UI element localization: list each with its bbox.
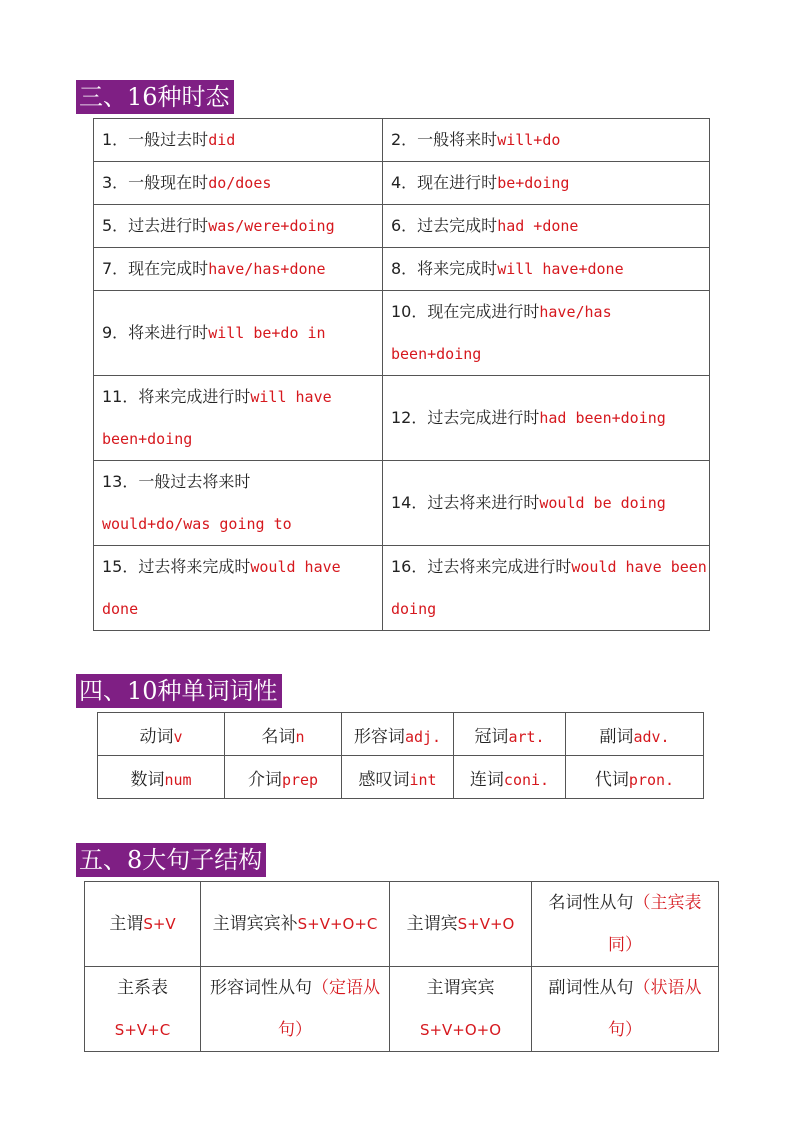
table-row bbox=[98, 756, 704, 799]
pos-cell bbox=[566, 713, 704, 756]
tense-formula: would have been doing bbox=[391, 558, 707, 618]
tense-label: 7．现在完成时 bbox=[102, 259, 209, 278]
tense-formula: be+doing bbox=[497, 174, 570, 192]
tense-label: 13．一般过去将来时 bbox=[102, 472, 251, 491]
tense-formula: would be doing bbox=[539, 494, 666, 512]
pos-label: 形容词 bbox=[353, 726, 405, 747]
tense-cell bbox=[383, 162, 710, 205]
tense-table bbox=[93, 118, 710, 631]
pos-label: 名词 bbox=[261, 726, 296, 747]
structure-formula: S+V+O+C bbox=[297, 915, 378, 933]
table-row bbox=[94, 162, 710, 205]
tense-cell bbox=[383, 376, 710, 461]
tense-label: 6．过去完成时 bbox=[391, 216, 498, 235]
tense-formula: do/does bbox=[208, 174, 272, 192]
parts-of-speech-table bbox=[97, 712, 704, 799]
pos-abbr: pron. bbox=[628, 770, 675, 789]
tense-label: 2．一般将来时 bbox=[391, 130, 498, 149]
structure-label: 主谓宾宾补 bbox=[212, 914, 298, 934]
tense-formula: have/has+done bbox=[208, 260, 326, 278]
tense-cell bbox=[383, 546, 710, 631]
structure-label: 主谓宾宾 bbox=[426, 978, 495, 998]
pos-label: 代词 bbox=[594, 769, 629, 790]
tense-formula: will+do bbox=[497, 131, 561, 149]
tense-formula: had been+doing bbox=[539, 409, 666, 427]
structure-cell bbox=[85, 882, 201, 967]
structure-cell bbox=[390, 882, 532, 967]
tense-label: 9．将来进行时 bbox=[102, 323, 209, 342]
tense-label: 15．过去将来完成时 bbox=[102, 557, 251, 576]
structure-formula: S+V+O+O bbox=[419, 1021, 502, 1039]
pos-abbr: prep bbox=[281, 770, 319, 789]
structure-cell bbox=[532, 882, 719, 967]
table-row bbox=[94, 461, 710, 546]
pos-label: 介词 bbox=[247, 769, 282, 790]
tense-formula: will have+done bbox=[497, 260, 624, 278]
tense-formula: would have done bbox=[102, 558, 341, 618]
tense-label: 4．现在进行时 bbox=[391, 173, 498, 192]
tense-cell bbox=[94, 461, 383, 546]
table-row bbox=[94, 376, 710, 461]
pos-cell bbox=[454, 756, 566, 799]
structure-formula: S+V+O bbox=[457, 915, 515, 933]
structure-note: （状语从句） bbox=[608, 978, 702, 1040]
structure-formula: S+V+C bbox=[114, 1021, 171, 1039]
pos-abbr: num bbox=[164, 770, 192, 789]
tense-label: 11．将来完成进行时 bbox=[102, 387, 251, 406]
tense-cell bbox=[383, 291, 710, 376]
table-row bbox=[85, 882, 719, 967]
pos-cell bbox=[342, 756, 454, 799]
pos-cell bbox=[225, 713, 342, 756]
tense-cell bbox=[383, 248, 710, 291]
structure-cell bbox=[85, 967, 201, 1052]
structure-note: （定语从句） bbox=[278, 978, 380, 1040]
structure-cell bbox=[390, 967, 532, 1052]
table-row bbox=[94, 205, 710, 248]
section-title-tenses: 三、16种时态 bbox=[76, 80, 234, 114]
structure-label: 主系表 bbox=[117, 978, 168, 998]
tense-label: 10．现在完成进行时 bbox=[391, 302, 540, 321]
structure-label: 名词性从句 bbox=[548, 893, 634, 913]
tense-formula: would+do/was going to bbox=[102, 515, 292, 533]
structure-cell bbox=[201, 967, 390, 1052]
pos-label: 感叹词 bbox=[358, 769, 410, 790]
pos-abbr: int bbox=[409, 770, 437, 789]
tense-formula: have/has been+doing bbox=[391, 303, 612, 363]
tense-formula: will have been+doing bbox=[102, 388, 332, 448]
table-row bbox=[85, 967, 719, 1052]
tense-cell bbox=[383, 119, 710, 162]
pos-label: 动词 bbox=[139, 726, 174, 747]
pos-abbr: coni. bbox=[503, 770, 550, 789]
tense-label: 14．过去将来进行时 bbox=[391, 493, 540, 512]
tense-label: 16．过去将来完成进行时 bbox=[391, 557, 572, 576]
pos-cell bbox=[454, 713, 566, 756]
pos-cell bbox=[342, 713, 454, 756]
structure-label: 主谓宾 bbox=[406, 914, 458, 934]
sentence-structure-table bbox=[84, 881, 719, 1052]
pos-cell bbox=[566, 756, 704, 799]
structure-note: （主宾表同） bbox=[608, 893, 702, 955]
pos-abbr: v bbox=[173, 727, 183, 746]
pos-label: 冠词 bbox=[474, 726, 509, 747]
tense-cell bbox=[94, 376, 383, 461]
pos-label: 数词 bbox=[130, 769, 165, 790]
tense-label: 3．一般现在时 bbox=[102, 173, 209, 192]
table-row bbox=[94, 119, 710, 162]
tense-formula: was/were+doing bbox=[208, 217, 335, 235]
pos-abbr: adj. bbox=[404, 727, 442, 746]
pos-abbr: n bbox=[295, 727, 305, 746]
pos-abbr: art. bbox=[508, 727, 545, 746]
table-row bbox=[94, 546, 710, 631]
structure-cell bbox=[201, 882, 390, 967]
tense-formula: did bbox=[208, 131, 236, 149]
pos-label: 连词 bbox=[469, 769, 504, 790]
structure-label: 副词性从句 bbox=[548, 978, 634, 998]
tense-label: 5．过去进行时 bbox=[102, 216, 209, 235]
pos-label: 副词 bbox=[599, 726, 634, 747]
structure-cell bbox=[532, 967, 719, 1052]
section-title-sentence-structures: 五、8大句子结构 bbox=[76, 843, 266, 877]
tense-cell bbox=[94, 205, 383, 248]
pos-abbr: adv. bbox=[633, 727, 670, 746]
tense-formula: will be+do in bbox=[208, 324, 326, 342]
tense-cell bbox=[383, 461, 710, 546]
tense-label: 1．一般过去时 bbox=[102, 130, 209, 149]
table-row bbox=[94, 248, 710, 291]
tense-cell bbox=[94, 546, 383, 631]
tense-label: 12．过去完成进行时 bbox=[391, 408, 540, 427]
tense-cell bbox=[94, 291, 383, 376]
structure-formula: S+V bbox=[143, 915, 176, 933]
table-row bbox=[98, 713, 704, 756]
structure-label: 形容词性从句 bbox=[210, 978, 312, 998]
table-row bbox=[94, 291, 710, 376]
pos-cell bbox=[225, 756, 342, 799]
tense-cell bbox=[94, 248, 383, 291]
tense-cell bbox=[94, 162, 383, 205]
pos-cell bbox=[98, 713, 225, 756]
tense-formula: had +done bbox=[497, 217, 579, 235]
tense-cell bbox=[94, 119, 383, 162]
tense-cell bbox=[383, 205, 710, 248]
pos-cell bbox=[98, 756, 225, 799]
structure-label: 主谓 bbox=[109, 914, 144, 934]
tense-label: 8．将来完成时 bbox=[391, 259, 498, 278]
section-title-parts-of-speech: 四、10种单词词性 bbox=[76, 674, 282, 708]
